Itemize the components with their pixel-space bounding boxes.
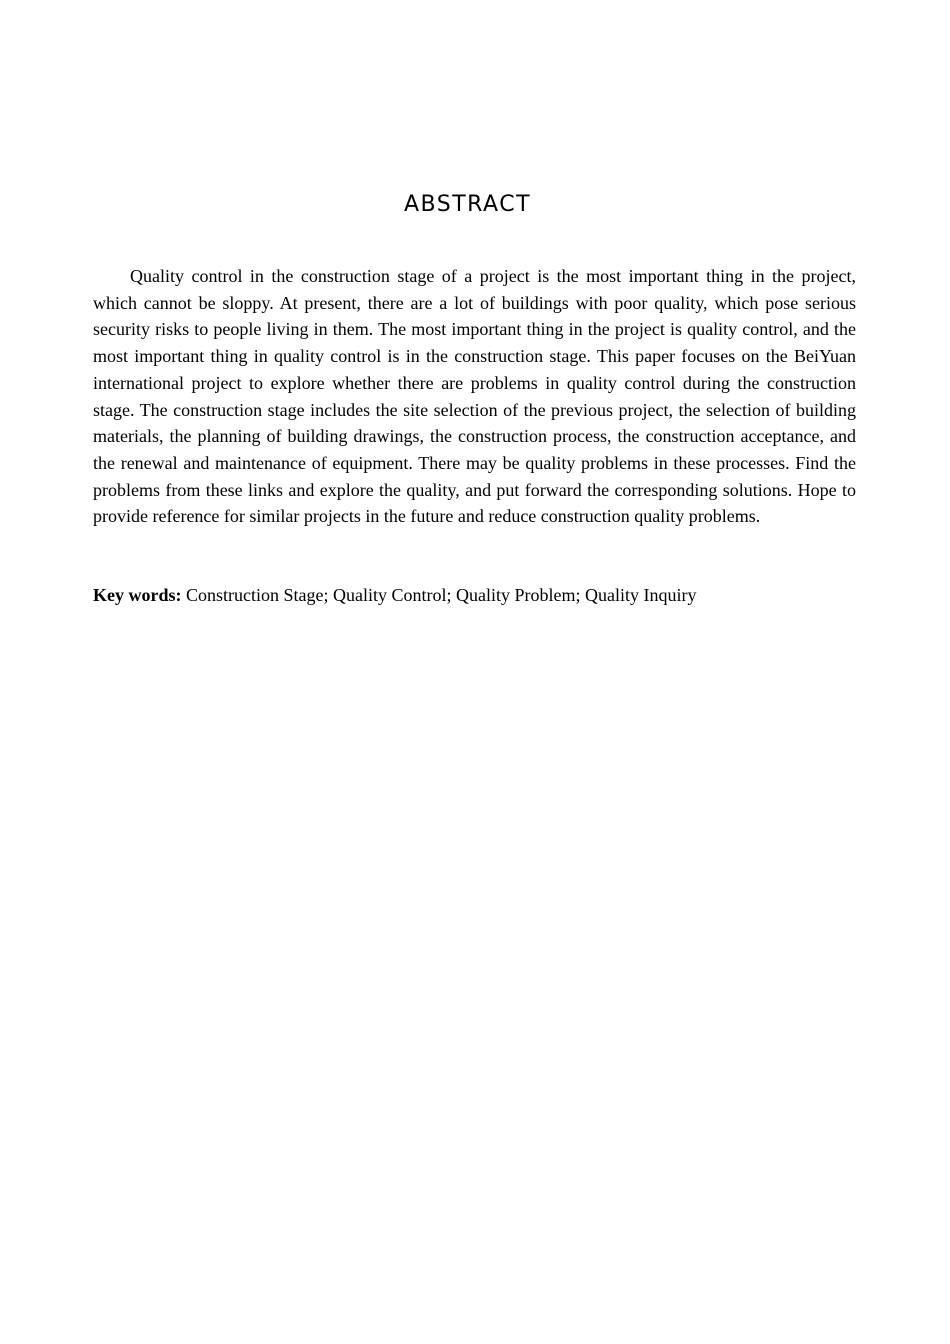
abstract-body: Quality control in the construction stage of a project is the most important thing in the project, which cannot be sloppy. At present, there are a lot of buildings with poor quality, which pose serious security risks to people living in them. The most important thing in the project is quality control, and the most important thing in quality control is in the construction stage. This paper focuses on the BeiYuan international project to explore whether there are problems in quality control during the construction stage. The construction stage includes the site selection of the previous project, the selection of building materials, the planning of building drawings, the construction process, the construction acceptance, and the renewal and maintenance of equipment. There may be quality problems in these processes. Find the problems from these links and explore the quality, and put forward the corresponding solutions. Hope to provide reference for similar projects in the future and reduce construction quality problems. bbox=[93, 266, 856, 527]
abstract-title: ABSTRACT bbox=[403, 192, 532, 217]
keywords-list: Construction Stage; Quality Control; Quality Problem; Quality Inquiry bbox=[186, 585, 697, 605]
keywords-line bbox=[93, 582, 856, 608]
keywords-label: Key words: bbox=[93, 585, 182, 605]
